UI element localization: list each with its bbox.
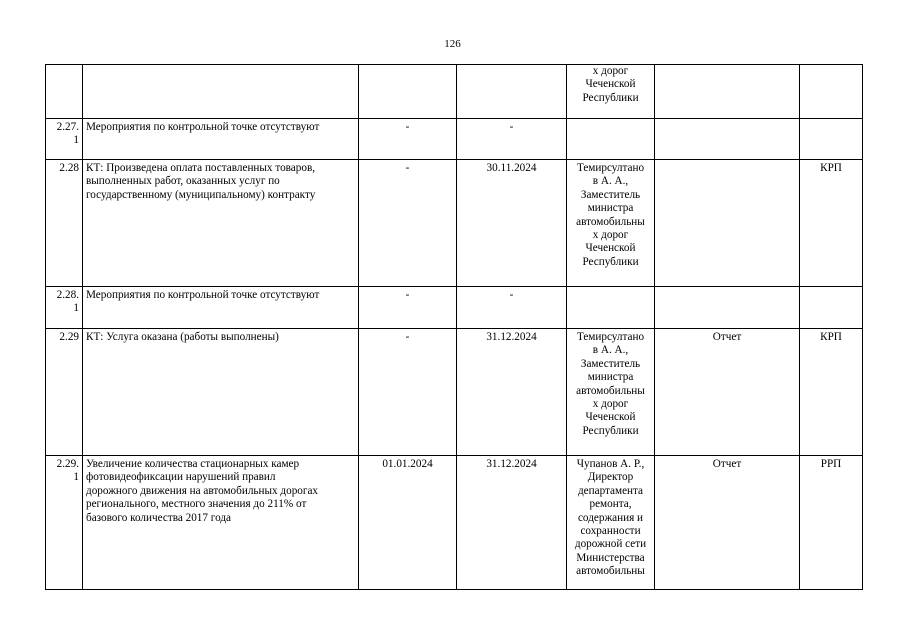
row-number: 2.27. 1 (56, 121, 79, 147)
responsible-cell (567, 65, 655, 119)
event-name: Мероприятия по контрольной точке отсутствуют (86, 121, 320, 133)
event-name: Мероприятия по контрольной точке отсутствуют (86, 289, 320, 301)
end-date: - (509, 289, 514, 301)
end-date: 31.12.2024 (486, 331, 537, 343)
document-cell (655, 287, 800, 329)
row-number: 2.29. 1 (56, 458, 79, 484)
row-number-cell (46, 329, 83, 456)
start-date-cell (359, 456, 457, 590)
responsible: х дорог Чеченской Республики (582, 65, 639, 104)
row-number-cell (46, 456, 83, 590)
end-date-cell (457, 329, 567, 456)
table-row (46, 456, 863, 590)
control-level: КРП (820, 162, 842, 174)
level-cell (800, 329, 863, 456)
event-name-cell (83, 160, 359, 287)
responsible-cell (567, 456, 655, 590)
document-type: Отчет (712, 331, 742, 343)
start-date: 01.01.2024 (382, 458, 433, 470)
start-date-cell (359, 287, 457, 329)
event-name: КТ: Произведена оплата поставленных товаров, выполненных работ, оказанных услуг по государственному (муниципальному) контракту (86, 162, 316, 201)
responsible-cell (567, 329, 655, 456)
event-name: Увеличение количества стационарных камер фотовидеофиксации нарушений правил дорожного движения на автомобильных дорогах регионального, местного значения до 211% от базового количества 2017 года (86, 458, 319, 524)
row-number: 2.29 (59, 331, 79, 343)
control-level: РРП (820, 458, 842, 470)
document-cell (655, 119, 800, 160)
start-date: - (405, 162, 410, 174)
row-number-cell (46, 287, 83, 329)
level-cell (800, 119, 863, 160)
end-date-cell (457, 287, 567, 329)
level-cell (800, 287, 863, 329)
document-type: Отчет (712, 458, 742, 470)
table-row (46, 329, 863, 456)
event-name-cell (83, 329, 359, 456)
level-cell (800, 160, 863, 287)
end-date: 30.11.2024 (486, 162, 537, 174)
row-number-cell (46, 160, 83, 287)
responsible: Чупанов А. Р., Директор департамента ремонта, содержания и сохранности дорожной сети Министерства автомобильны (574, 458, 647, 578)
row-number: 2.28 (59, 162, 79, 174)
responsible: Темирсултано в А. А., Заместитель министра автомобильны х дорог Чеченской Республики (576, 162, 645, 268)
responsible-cell (567, 119, 655, 160)
table-row (46, 160, 863, 287)
row-number: 2.28. 1 (56, 289, 79, 315)
level-cell (800, 456, 863, 590)
start-date: - (405, 331, 410, 343)
document-cell (655, 456, 800, 590)
event-name-cell (83, 119, 359, 160)
event-name: КТ: Услуга оказана (работы выполнены) (86, 331, 279, 343)
end-date-cell (457, 160, 567, 287)
start-date-cell (359, 119, 457, 160)
page-number: 126 (444, 38, 461, 50)
start-date-cell (359, 329, 457, 456)
document-cell (655, 329, 800, 456)
document-cell (655, 65, 800, 119)
start-date: - (405, 289, 410, 301)
start-date-cell (359, 65, 457, 119)
table-row (46, 65, 863, 119)
start-date: - (405, 121, 410, 133)
end-date-cell (457, 65, 567, 119)
responsible: Темирсултано в А. А., Заместитель министра автомобильны х дорог Чеченской Республики (576, 331, 645, 437)
event-name-cell (83, 65, 359, 119)
end-date: 31.12.2024 (486, 458, 537, 470)
document-cell (655, 160, 800, 287)
level-cell (800, 65, 863, 119)
row-number-cell (46, 65, 83, 119)
table-row (46, 287, 863, 329)
event-name-cell (83, 287, 359, 329)
responsible-cell (567, 287, 655, 329)
event-name-cell (83, 456, 359, 590)
row-number-cell (46, 119, 83, 160)
end-date-cell (457, 456, 567, 590)
responsible-cell (567, 160, 655, 287)
table-row (46, 119, 863, 160)
end-date-cell (457, 119, 567, 160)
start-date-cell (359, 160, 457, 287)
control-level: КРП (820, 331, 842, 343)
end-date: - (509, 121, 514, 133)
plan-table (45, 64, 863, 590)
